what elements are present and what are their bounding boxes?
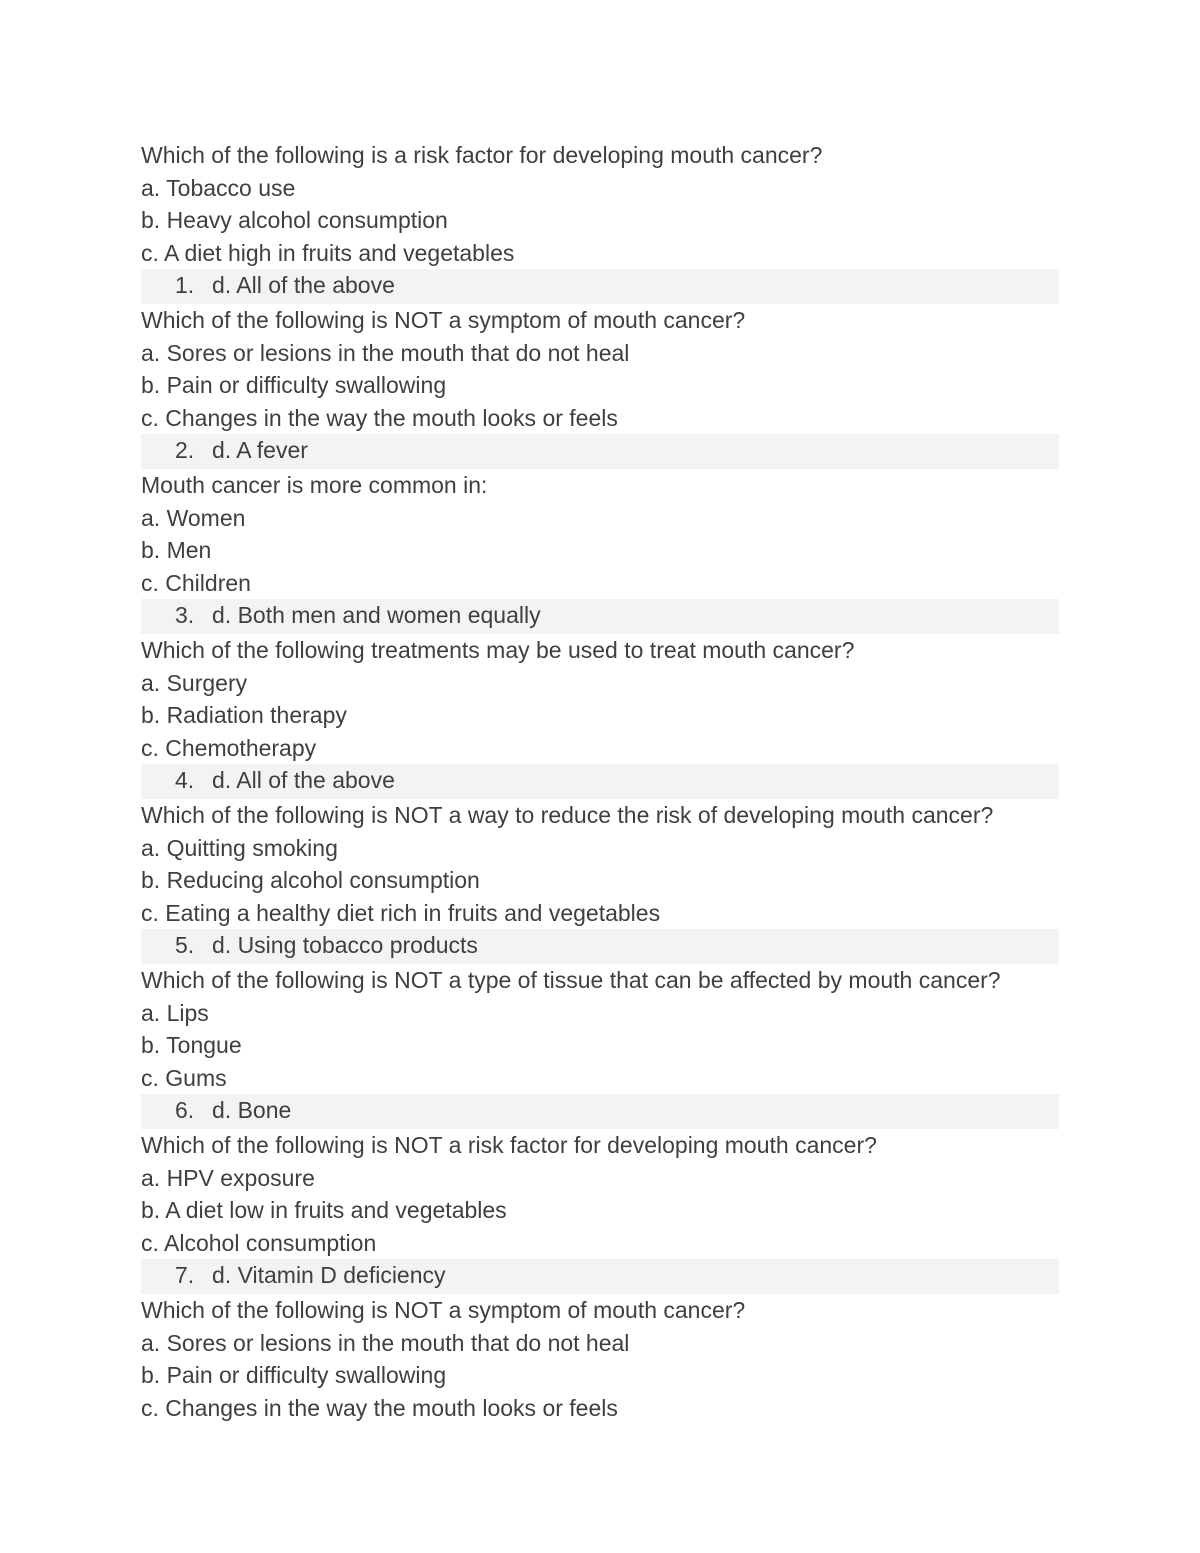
answer-row	[141, 764, 1059, 799]
option-a: a. Women	[141, 504, 246, 531]
answer-number: 3.	[175, 602, 195, 628]
option-c: c. Chemotherapy	[141, 734, 317, 761]
option-c: c. Gums	[141, 1064, 227, 1091]
answer-text: d. Using tobacco products	[212, 932, 478, 958]
question-text: Which of the following is NOT a symptom of mouth cancer?	[141, 307, 746, 333]
answer-text: d. All of the above	[212, 272, 395, 298]
option-b: b. Radiation therapy	[141, 702, 347, 728]
answer-number: 4.	[175, 767, 195, 793]
answer-number: 1.	[175, 272, 195, 298]
option-b: b. Pain or difficulty swallowing	[141, 372, 447, 398]
quiz-content	[141, 139, 1059, 1424]
answer-number: 6.	[175, 1097, 195, 1123]
option-b: b. Heavy alcohol consumption	[141, 207, 448, 233]
answer-row	[141, 599, 1059, 634]
option-a: a. Lips	[141, 999, 209, 1026]
option-b: b. Reducing alcohol consumption	[141, 867, 480, 893]
answer-number: 7.	[175, 1262, 195, 1288]
option-b: b. Pain or difficulty swallowing	[141, 1362, 447, 1388]
answer-number: 5.	[175, 932, 195, 958]
answer-text: d. Vitamin D deficiency	[212, 1262, 446, 1288]
option-c: c. Changes in the way the mouth looks or feels	[141, 1394, 618, 1421]
question-text: Which of the following is NOT a type of tissue that can be affected by mouth cancer?	[141, 967, 1001, 993]
option-b: b. A diet low in fruits and vegetables	[141, 1197, 507, 1223]
option-a: a. Sores or lesions in the mouth that do not heal	[141, 1329, 630, 1356]
answer-text: d. A fever	[212, 437, 308, 463]
answer-row	[141, 434, 1059, 469]
option-a: a. HPV exposure	[141, 1164, 315, 1191]
option-a: a. Quitting smoking	[141, 834, 338, 861]
answer-row	[141, 1094, 1059, 1129]
question-text: Which of the following is NOT a way to reduce the risk of developing mouth cancer?	[141, 802, 994, 828]
question-text: Which of the following is NOT a symptom of mouth cancer?	[141, 1297, 746, 1323]
option-a: a. Surgery	[141, 669, 248, 696]
question-text: Mouth cancer is more common in:	[141, 472, 488, 498]
option-b: b. Tongue	[141, 1032, 242, 1058]
question-text: Which of the following is NOT a risk factor for developing mouth cancer?	[141, 1132, 877, 1158]
question-text: Which of the following treatments may be used to treat mouth cancer?	[141, 637, 855, 663]
answer-text: d. Bone	[212, 1097, 292, 1123]
option-c: c. Eating a healthy diet rich in fruits and vegetables	[141, 899, 661, 926]
option-b: b. Men	[141, 537, 212, 563]
answer-text: d. All of the above	[212, 767, 395, 793]
option-c: c. Changes in the way the mouth looks or feels	[141, 404, 618, 431]
option-a: a. Sores or lesions in the mouth that do not heal	[141, 339, 630, 366]
option-a: a. Tobacco use	[141, 174, 296, 201]
option-c: c. Children	[141, 569, 251, 596]
answer-row	[141, 269, 1059, 304]
answer-row	[141, 929, 1059, 964]
answer-number: 2.	[175, 437, 195, 463]
answer-row	[141, 1259, 1059, 1294]
answer-text: d. Both men and women equally	[212, 602, 541, 628]
option-c: c. Alcohol consumption	[141, 1229, 377, 1256]
option-c: c. A diet high in fruits and vegetables	[141, 239, 515, 266]
question-text: Which of the following is a risk factor for developing mouth cancer?	[141, 142, 823, 168]
